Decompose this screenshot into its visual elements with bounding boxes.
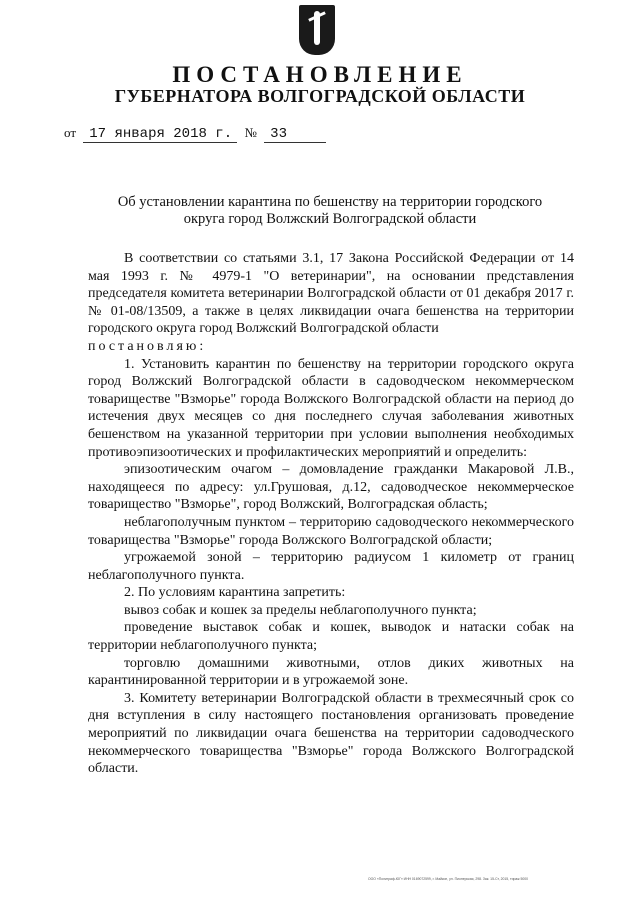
clause-2c: торговлю домашними животными, отлов диких животных на карантинированной территории и в угрожаемой зоне. bbox=[88, 655, 574, 689]
document-subject: Об установлении карантина по бешенству на территории городского округа город Волжский Волгоградской области bbox=[117, 194, 543, 227]
document-title: ПОСТАНОВЛЕНИЕ bbox=[172, 62, 468, 87]
clause-1c: угрожаемой зоной – территорию радиусом 1 километр от границ неблагополучного пункта. bbox=[88, 550, 574, 583]
clause-1a: эпизоотическим очагом – домовладение гражданки Макаровой Л.В., находящееся по адресу: ул.Грушовая, д.12, садоводческое некоммерческое товарищество "Взморье", город Волжский, Волгоградская область; bbox=[88, 462, 574, 513]
clause-3: 3. Комитету ветеринарии Волгоградской области в трехмесячный срок со дня вступления в силу настоящего постановления организовать проведение мероприятий по ликвидации очага бешенства на территории садоводческого некоммерческого товарищества "Взморье" города Волжского Волгоградской области. bbox=[88, 690, 574, 777]
document-date: 17 января 2018 г. bbox=[83, 126, 237, 143]
volgograd-emblem-icon bbox=[299, 5, 335, 55]
date-number-line bbox=[60, 125, 326, 143]
printer-imprint: ООО «Полиграф-ЮГ» ИНН 0169072599, г. Майкоп, ул. Пионерская, 298. Зак. 15-Ст, 2015, тираж 5000 bbox=[368, 877, 528, 881]
resolve-word: постановляю: bbox=[88, 338, 207, 354]
document-body bbox=[88, 250, 574, 778]
intro-paragraph: В соответствии со статьями 3.1, 17 Закона Российской Федерации от 14 мая 1993 г. № 4979-1 "О ветеринарии", на основании представления председателя комитета ветеринарии Волгоградской области от 01 декабря 2017 г. № 01-08/13509, а также в целях ликвидации очага бешенства на территории городского округа город Волжский Волгоградской области bbox=[88, 251, 574, 337]
number-label: № bbox=[244, 125, 257, 140]
clause-2: 2. По условиям карантина запретить: bbox=[124, 585, 346, 601]
clause-2b: проведение выставок собак и кошек, выводок и натаски собак на территории неблагополучного пункта; bbox=[88, 620, 574, 654]
date-prefix: от bbox=[64, 125, 77, 140]
clause-2a: вывоз собак и кошек за пределы неблагополучного пункта; bbox=[124, 602, 477, 618]
clause-1b: неблагополучным пунктом – территорию садоводческого некоммерческого товарищества "Взморье" города Волжского Волгоградской области; bbox=[88, 514, 574, 548]
clause-1: 1. Установить карантин по бешенству на территории городского округа город Волжский Волгоградской области в садоводческом некоммерческом товариществе "Взморье" города Волжского Волгоградской области на период до истечения двух месяцев со дня последнего случая заболевания животных бешенством на указанной территории при условии выполнения необходимых противоэпизоотических и профилактических мероприятий и определить: bbox=[88, 356, 574, 460]
document-number: 33 bbox=[264, 126, 326, 143]
document-subtitle: ГУБЕРНАТОРА ВОЛГОГРАДСКОЙ ОБЛАСТИ bbox=[114, 86, 526, 106]
